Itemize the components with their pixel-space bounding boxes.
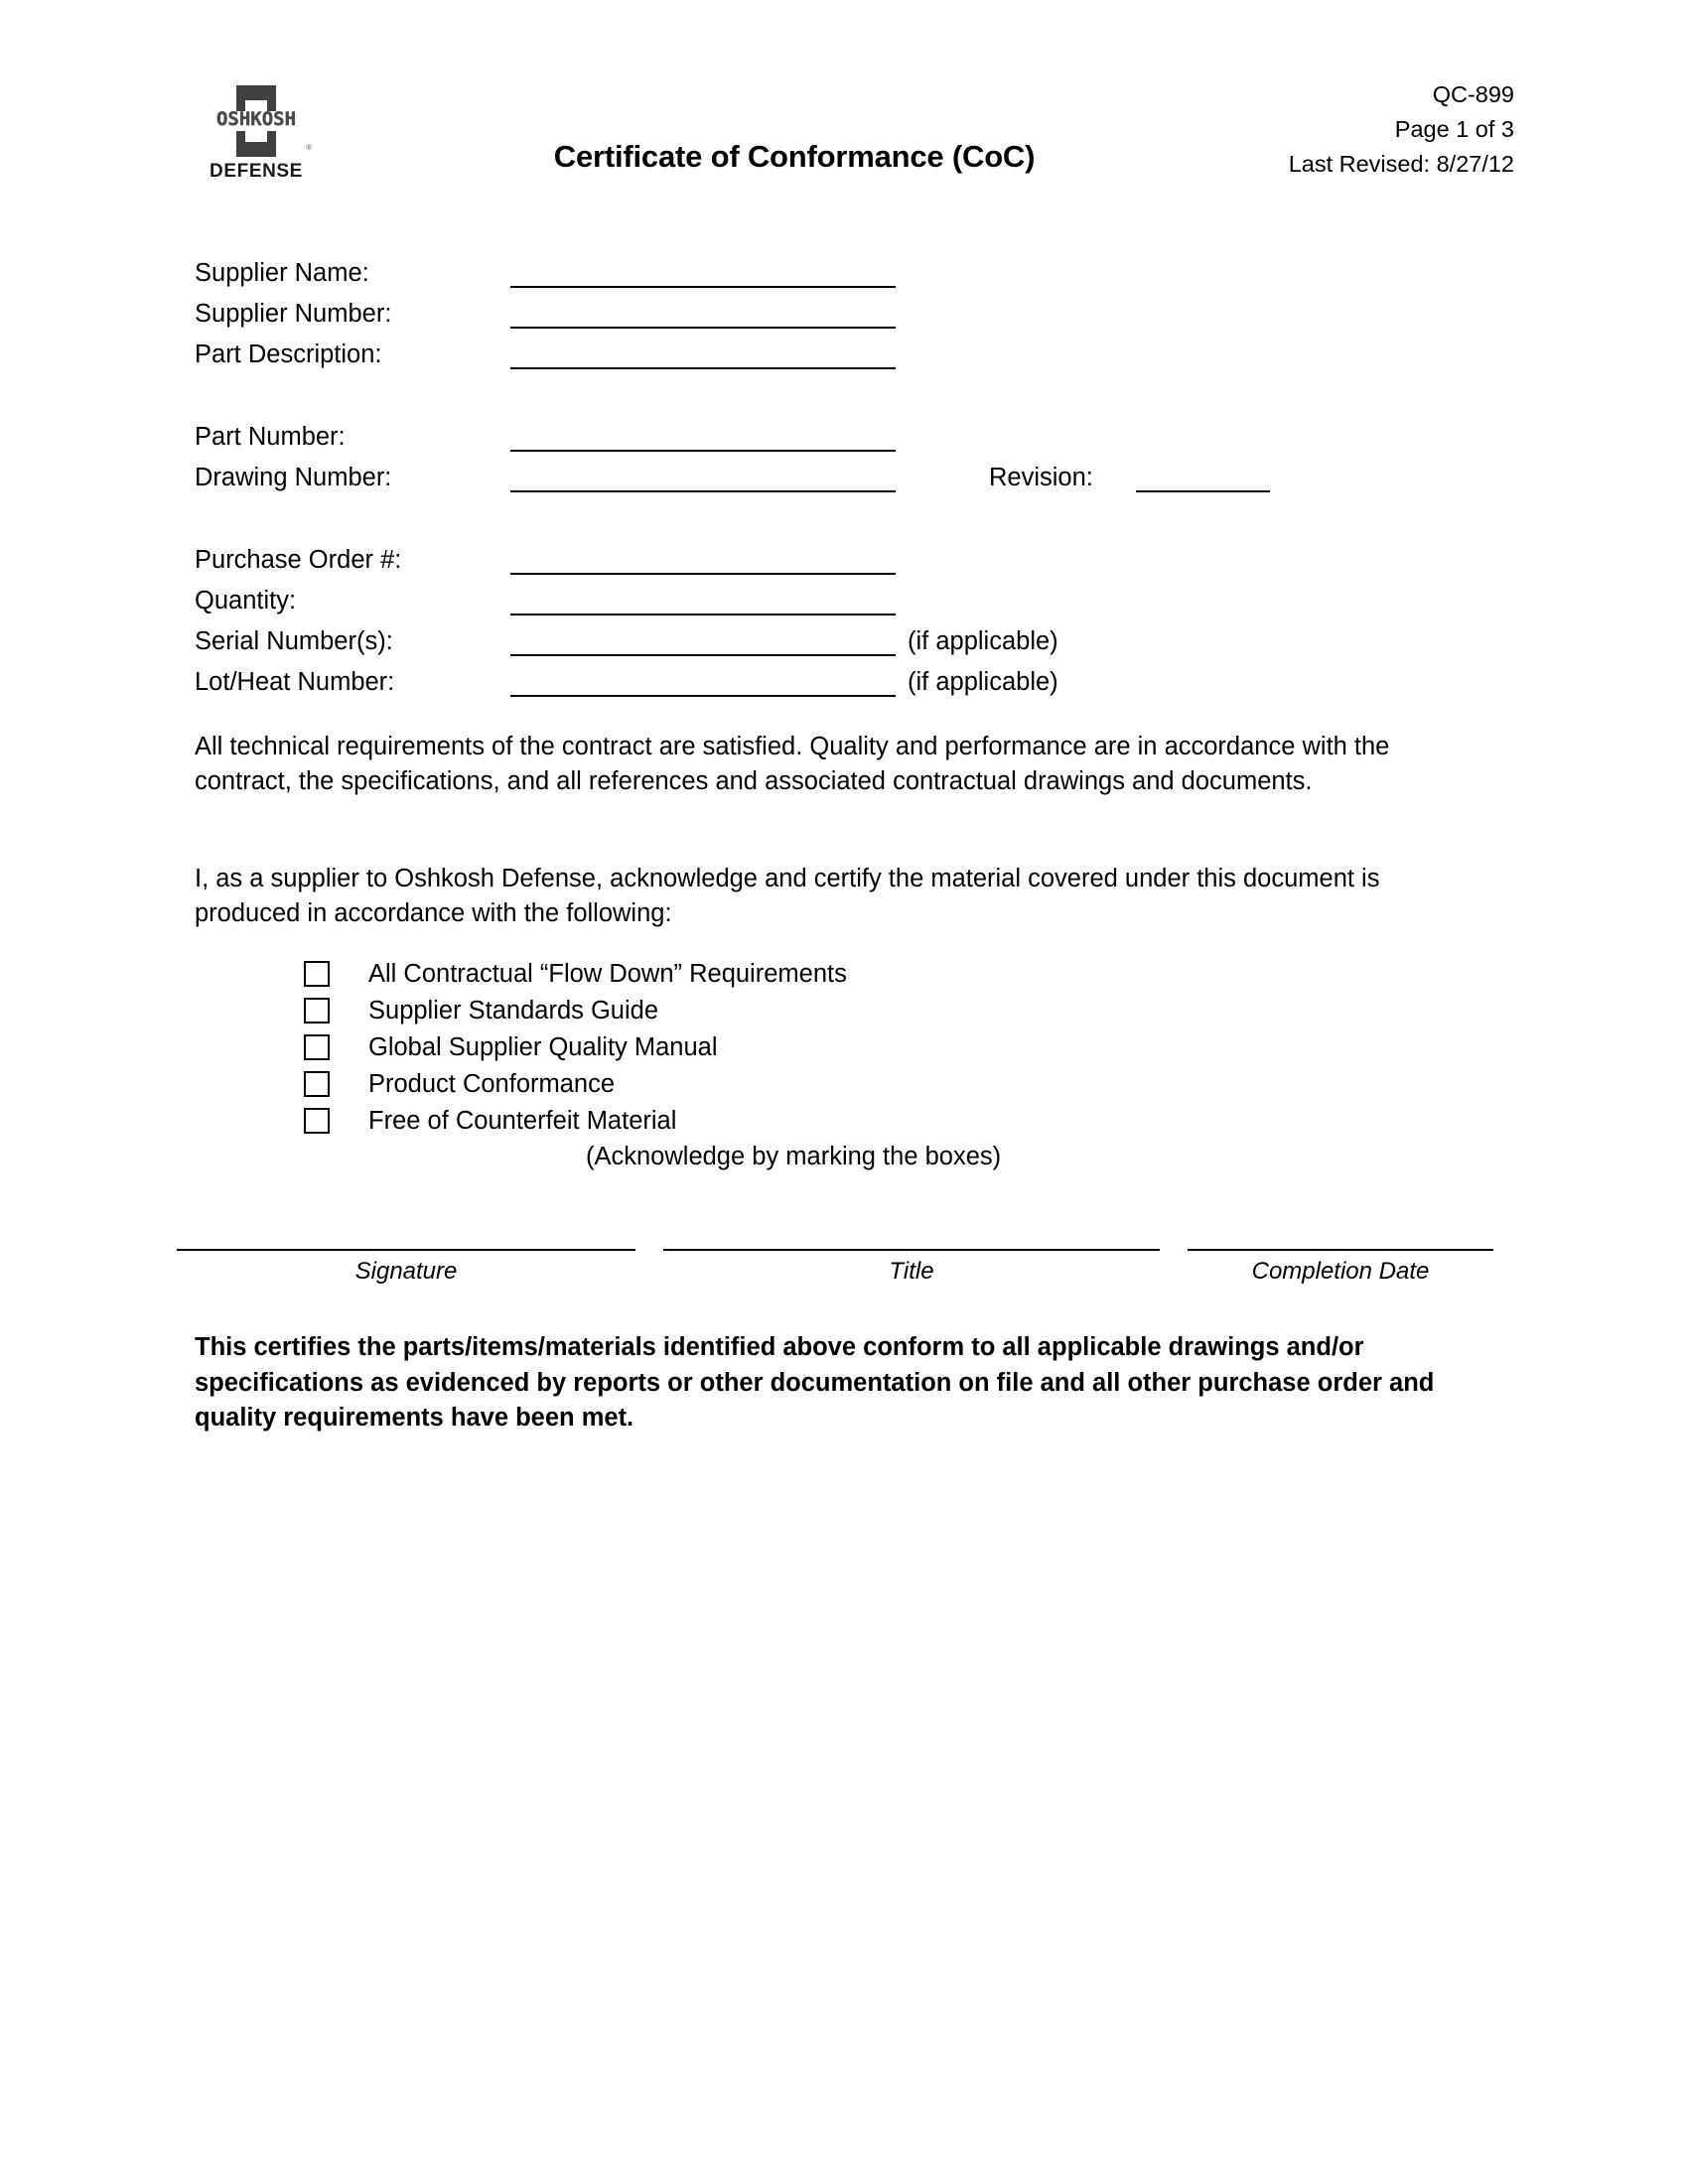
supplier-certification-paragraph: I, as a supplier to Oshkosh Defense, acknowledge and certify the material covered under this document is produced in accordance with the following: <box>195 865 1380 927</box>
lot-if-applicable-note: (if applicable) <box>908 668 1058 696</box>
part-description-input[interactable] <box>510 367 896 369</box>
header-metadata <box>1289 77 1514 182</box>
checklist-item-label: Product Conformance <box>368 1069 616 1098</box>
title-field-group <box>663 1249 1160 1287</box>
technical-requirements-paragraph: All technical requirements of the contract are satisfied. Quality and performance are in accordance with the contract, the specifications, and all references and associated contractual drawings and documents. <box>195 733 1390 795</box>
logo-wordmark: OSHKOSH <box>215 108 297 130</box>
part-number-label: Part Number: <box>195 423 346 451</box>
page-title: Certificate of Conformance (CoC) <box>553 139 1036 174</box>
title-input[interactable] <box>663 1249 1160 1251</box>
checklist-item[interactable] <box>304 992 847 1028</box>
purchase-order-label: Purchase Order #: <box>195 546 402 574</box>
logo-mark <box>191 85 322 157</box>
last-revised-date: Last Revised: 8/27/12 <box>1288 151 1514 177</box>
page-indicator: Page 1 of 3 <box>1394 116 1514 142</box>
signature-block <box>0 1249 1688 1318</box>
checkbox-product-conformance[interactable] <box>304 1071 330 1097</box>
checkbox-flow-down-requirements[interactable] <box>304 961 330 987</box>
completion-date-field-group <box>1188 1249 1493 1287</box>
acknowledgement-checklist <box>304 955 847 1139</box>
oshkosh-defense-logo <box>191 85 322 190</box>
checklist-item[interactable] <box>304 1028 847 1065</box>
drawing-number-label: Drawing Number: <box>195 464 392 491</box>
checkbox-supplier-standards-guide[interactable] <box>304 998 330 1024</box>
part-description-label: Part Description: <box>195 341 382 368</box>
revision-input[interactable] <box>1136 490 1270 492</box>
supplier-number-label: Supplier Number: <box>195 300 392 328</box>
supplier-name-input[interactable] <box>510 286 896 288</box>
checklist-item-label: All Contractual “Flow Down” Requirements <box>368 959 847 988</box>
serial-numbers-label: Serial Number(s): <box>195 627 393 655</box>
supplier-number-input[interactable] <box>510 327 896 329</box>
drawing-number-input[interactable] <box>510 490 896 492</box>
lot-heat-number-label: Lot/Heat Number: <box>195 668 395 696</box>
checklist-item-label: Free of Counterfeit Material <box>368 1106 677 1135</box>
serial-if-applicable-note: (if applicable) <box>908 627 1058 655</box>
lot-heat-number-input[interactable] <box>510 695 896 697</box>
registered-trademark-icon: ® <box>306 143 312 152</box>
checklist-item[interactable] <box>304 1102 847 1139</box>
signature-field-group <box>177 1249 635 1287</box>
checkbox-global-supplier-quality-manual[interactable] <box>304 1034 330 1060</box>
signature-input[interactable] <box>177 1249 635 1251</box>
closing-certification-statement: This certifies the parts/items/materials identified above conform to all applicable drawings and/or specifications as evidenced by reports or other documentation on file and all other purchase order and quality requirements have been met. <box>195 1333 1435 1432</box>
serial-numbers-input[interactable] <box>510 654 896 656</box>
checklist-item-label: Global Supplier Quality Manual <box>368 1032 718 1061</box>
title-label: Title <box>889 1258 934 1285</box>
completion-date-label: Completion Date <box>1251 1258 1430 1285</box>
acknowledge-instruction: (Acknowledge by marking the boxes) <box>586 1143 1002 1170</box>
quantity-label: Quantity: <box>195 587 297 614</box>
quantity-input[interactable] <box>510 614 896 615</box>
checkbox-free-of-counterfeit-material[interactable] <box>304 1108 330 1134</box>
form-number: QC-899 <box>1432 81 1514 107</box>
supplier-name-label: Supplier Name: <box>195 259 369 287</box>
document-header <box>0 77 1688 206</box>
revision-label: Revision: <box>989 464 1093 491</box>
checklist-item[interactable] <box>304 1065 847 1102</box>
signature-label: Signature <box>354 1258 458 1285</box>
checklist-item[interactable] <box>304 955 847 992</box>
part-number-input[interactable] <box>510 450 896 452</box>
purchase-order-input[interactable] <box>510 573 896 575</box>
checklist-item-label: Supplier Standards Guide <box>368 996 659 1024</box>
logo-division-label: DEFENSE <box>210 161 303 182</box>
completion-date-input[interactable] <box>1188 1249 1493 1251</box>
